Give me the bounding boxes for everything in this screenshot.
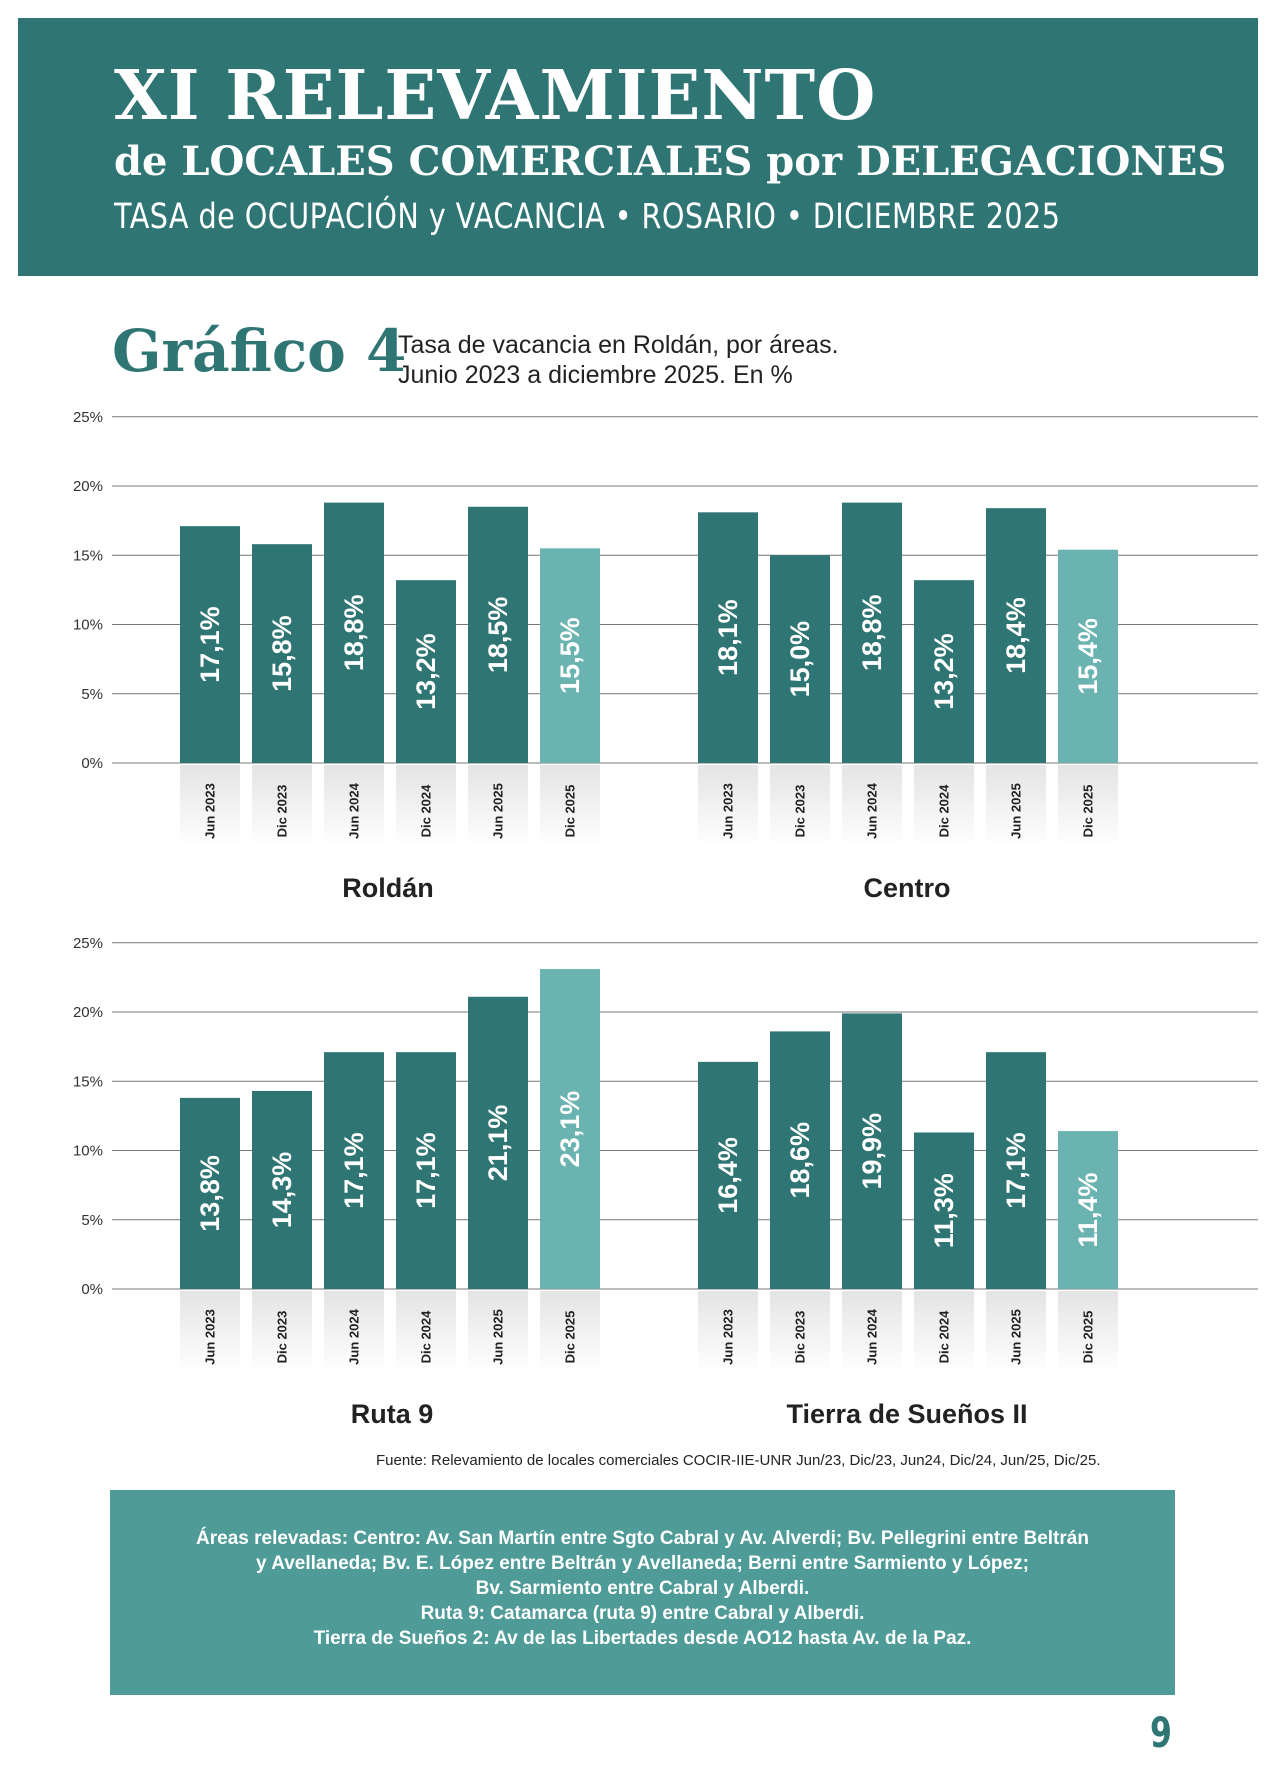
areas-line: Bv. Sarmiento entre Cabral y Alberdi. <box>475 1578 810 1599</box>
bar-value-label: 15,0% <box>785 620 815 698</box>
report-title: XI RELEVAMIENTO <box>114 56 877 136</box>
panel-title-roldan: Roldán <box>342 873 434 903</box>
report-subtitle: de LOCALES COMERCIALES por DELEGACIONES <box>114 138 1227 185</box>
bar-value-label: 14,3% <box>267 1151 297 1229</box>
x-tick-label: Dic 2025 <box>562 1310 578 1364</box>
y-tick-label: 5% <box>81 685 103 703</box>
x-tick-label: Jun 2023 <box>202 1309 218 1365</box>
bar-value-label: 18,8% <box>339 594 369 672</box>
areas-line: Tierra de Sueños 2: Av de las Libertades desde AO12 hasta Av. de la Paz. <box>313 1628 972 1649</box>
areas-line: Áreas relevadas: Centro: Av. San Martín entre Sgto Cabral y Av. Alverdi; Bv. Pellegrini entre Beltrán <box>196 1528 1089 1549</box>
figure-label: Gráfico 4 <box>112 317 407 385</box>
x-tick-label: Jun 2025 <box>490 783 506 839</box>
x-tick-label: Dic 2023 <box>792 1310 808 1364</box>
bar-value-label: 13,2% <box>411 633 441 710</box>
y-tick-label: 0% <box>81 755 103 772</box>
x-tick-label: Dic 2023 <box>274 784 290 838</box>
report-tagline: TASA de OCUPACIÓN y VACANCIA • ROSARIO • DICIEMBRE 2025 <box>114 197 1061 237</box>
bar-value-label: 11,3% <box>929 1173 959 1249</box>
bar-value-label: 13,2% <box>929 633 959 710</box>
x-tick-label: Dic 2023 <box>792 784 808 838</box>
bar-value-label: 17,1% <box>195 606 225 683</box>
x-tick-label: Dic 2025 <box>1080 784 1096 838</box>
areas-line: y Avellaneda; Bv. E. López entre Beltrán y Avellaneda; Berni entre Sarmiento y López; <box>256 1553 1029 1574</box>
y-tick-label: 15% <box>72 1073 103 1091</box>
areas-box <box>110 1490 1175 1695</box>
panel-title-ruta9: Ruta 9 <box>350 1399 434 1429</box>
x-tick-label: Dic 2025 <box>1080 1310 1096 1364</box>
bar-value-label: 17,1% <box>411 1132 441 1209</box>
bar-value-label: 15,5% <box>555 617 585 694</box>
y-tick-label: 20% <box>72 1004 103 1021</box>
panel-title-centro: Centro <box>863 873 951 903</box>
panel-title-tierra: Tierra de Sueños II <box>786 1399 1028 1429</box>
page-number: 9 <box>1150 1708 1172 1757</box>
bar-value-label: 18,8% <box>857 594 887 672</box>
x-tick-label: Jun 2025 <box>1008 783 1024 839</box>
bar-value-label: 17,1% <box>1001 1132 1031 1209</box>
x-tick-label: Jun 2023 <box>720 783 736 839</box>
bar-value-label: 15,8% <box>267 615 297 692</box>
x-tick-label: Jun 2024 <box>864 783 880 839</box>
y-tick-label: 0% <box>81 1281 103 1298</box>
bar-value-label: 11,4% <box>1073 1172 1103 1248</box>
areas-line: Ruta 9: Catamarca (ruta 9) entre Cabral y Alberdi. <box>420 1603 865 1624</box>
y-tick-label: 5% <box>81 1211 103 1229</box>
x-tick-label: Dic 2024 <box>936 784 952 838</box>
x-tick-label: Dic 2024 <box>418 784 434 838</box>
bar-value-label: 23,1% <box>555 1090 585 1168</box>
x-tick-label: Jun 2023 <box>720 1309 736 1365</box>
x-tick-label: Jun 2024 <box>346 783 362 839</box>
y-tick-label: 25% <box>72 934 103 952</box>
bar-value-label: 16,4% <box>713 1137 743 1214</box>
bar-value-label: 18,5% <box>483 596 513 674</box>
source-note: Fuente: Relevamiento de locales comerciales COCIR-IIE-UNR Jun/23, Dic/23, Jun24, Dic/24, Jun/25, Dic/25. <box>376 1452 1101 1469</box>
bar-value-label: 15,4% <box>1073 618 1103 695</box>
bar-value-label: 18,4% <box>1001 597 1031 674</box>
x-tick-label: Jun 2023 <box>202 783 218 839</box>
y-tick-label: 10% <box>72 1142 103 1160</box>
bar-value-label: 17,1% <box>339 1132 369 1209</box>
x-tick-label: Jun 2024 <box>346 1309 362 1365</box>
y-tick-label: 20% <box>72 478 103 495</box>
bar-value-label: 13,8% <box>195 1155 225 1232</box>
x-tick-label: Jun 2025 <box>1008 1309 1024 1365</box>
x-tick-label: Jun 2024 <box>864 1309 880 1365</box>
bar-value-label: 18,1% <box>713 599 743 676</box>
bar-value-label: 18,6% <box>785 1121 815 1199</box>
figure-subtitle-line1: Tasa de vacancia en Roldán, por áreas. <box>398 331 839 359</box>
y-tick-label: 10% <box>72 616 103 634</box>
x-tick-label: Dic 2024 <box>936 1310 952 1364</box>
x-tick-label: Dic 2025 <box>562 784 578 838</box>
x-tick-label: Jun 2025 <box>490 1309 506 1365</box>
x-tick-label: Dic 2024 <box>418 1310 434 1364</box>
bar-value-label: 21,1% <box>483 1104 513 1182</box>
y-tick-label: 15% <box>72 547 103 565</box>
figure-subtitle-line2: Junio 2023 a diciembre 2025. En % <box>398 361 793 389</box>
y-tick-label: 25% <box>72 408 103 426</box>
x-tick-label: Dic 2023 <box>274 1310 290 1364</box>
bar-value-label: 19,9% <box>857 1112 887 1190</box>
